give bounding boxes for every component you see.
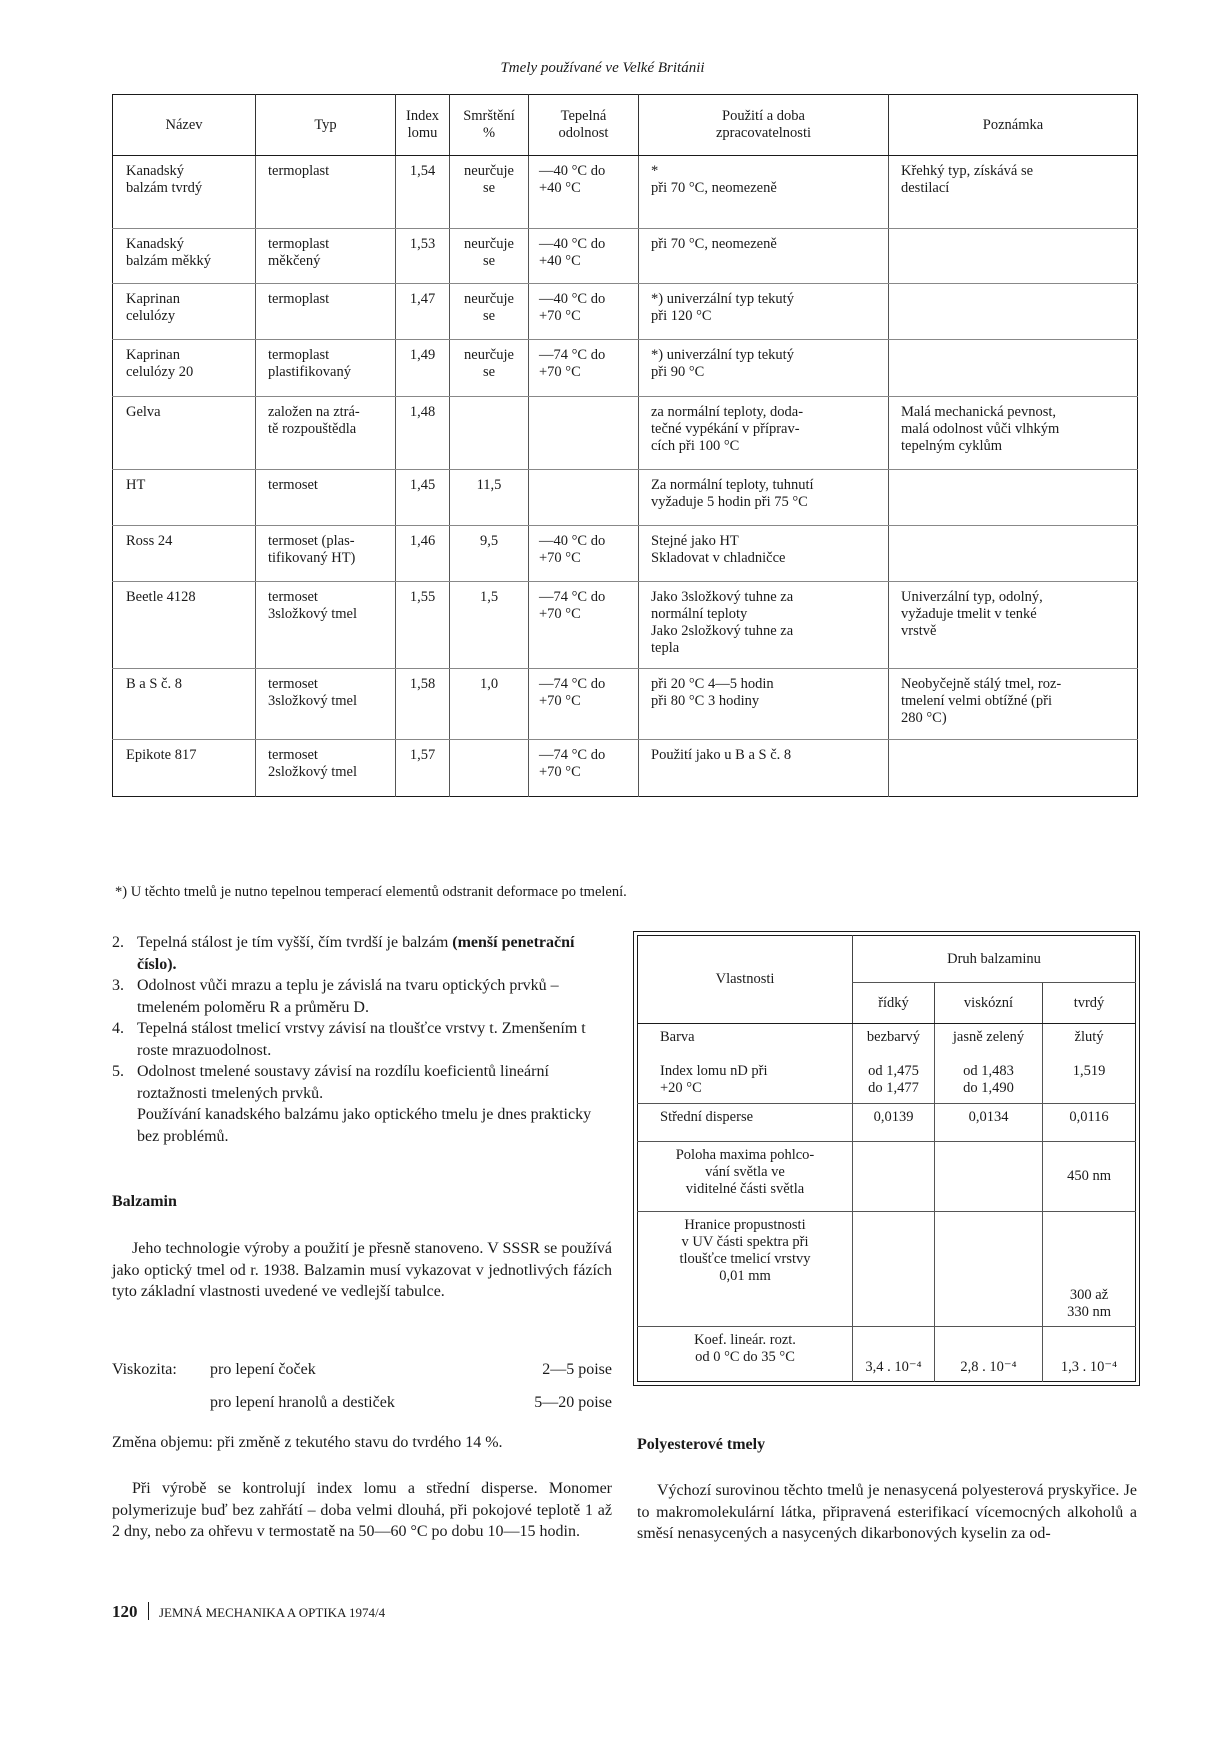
column-header: Tepelná odolnost [529, 95, 639, 156]
column-header: Název [113, 95, 256, 156]
balzamin-heading: Balzamin [112, 1193, 177, 1210]
table-cell: 1,0 [450, 669, 529, 740]
table-cell: Za normální teploty, tuhnutí vyžaduje 5 hodin při 75 °C [639, 470, 889, 526]
table-cell: 1,47 [396, 284, 450, 340]
table-cell: 3,4 . 10⁻⁴ [853, 1327, 935, 1382]
table-cell: 1,58 [396, 669, 450, 740]
header-type: viskózní [935, 983, 1043, 1024]
table-cell: Jako 3složkový tuhne za normální teploty Jako 2složkový tuhne za tepla [639, 582, 889, 669]
table-cell: žlutý 1,519 [1043, 1024, 1136, 1104]
table-cell: Kanadský balzám tvrdý [113, 156, 256, 229]
table-cell: 300 až 330 nm [1043, 1212, 1136, 1327]
table-cell [889, 340, 1138, 397]
table-cell: termoplast měkčený [256, 229, 396, 284]
table-row [638, 1327, 1136, 1382]
column-header: Použití a doba zpracovatelnosti [639, 95, 889, 156]
table-row [113, 156, 1138, 229]
table-cell: Kaprinan celulózy 20 [113, 340, 256, 397]
table-cell: termoplast [256, 156, 396, 229]
running-title: Tmely používané ve Velké Británii [500, 60, 705, 76]
closing-paragraph: Používání kanadského balzámu jako optického tmelu je dnes prakticky bez problémů. [137, 1106, 592, 1145]
table-cell: neurčuje se [450, 156, 529, 229]
table-row [638, 1024, 1136, 1104]
column-header: Typ [256, 95, 396, 156]
table-cell: * při 70 °C, neomezeně [639, 156, 889, 229]
table-cell: 11,5 [450, 470, 529, 526]
table-cell: bezbarvý od 1,475 do 1,477 [853, 1024, 935, 1104]
journal-name: JEMNÁ MECHANIKA A OPTIKA 1974/4 [159, 1605, 386, 1620]
table-cell: Barva Index lomu nD při +20 °C [660, 1029, 768, 1096]
table-cell: Gelva [113, 397, 256, 470]
viscosity-row: Viskozita: pro lepení čoček 2—5 poise [112, 1359, 612, 1392]
table-cell: Koef. lineár. rozt. od 0 °C do 35 °C [638, 1327, 853, 1382]
table-cell: 0,0134 [935, 1104, 1043, 1142]
table-cell: Univerzální typ, odolný, vyžaduje tmelit v tenké vrstvě [889, 582, 1138, 669]
table-cell: jasně zelený od 1,483 do 1,490 [935, 1024, 1043, 1104]
header-properties: Vlastnosti [638, 936, 853, 1024]
header-balzamin-type: Druh balzaminu [853, 936, 1136, 983]
table-row [113, 669, 1138, 740]
balzamin-intro: Jeho technologie výroby a použití je přesně stanoveno. V SSSR se používá jako optický tmel od r. 1938. Balzamin musí vykazovat v jednotlivých fázích tyto základní vlastnosti uvedené ve vedlejší tabulce. [112, 1240, 612, 1300]
table-cell: termoset [256, 470, 396, 526]
table-row [638, 1142, 1136, 1212]
table-cell: Kanadský balzám měkký [113, 229, 256, 284]
sealants-table-header [113, 95, 1138, 156]
table-row [638, 1212, 1136, 1327]
table-cell [450, 397, 529, 470]
table-row [113, 740, 1138, 797]
table-cell: —74 °C do +70 °C [529, 740, 639, 797]
table-cell: Ross 24 [113, 526, 256, 582]
table-cell: *) univerzální typ tekutý při 90 °C [639, 340, 889, 397]
list-item: 3. Odolnost vůči mrazu a teplu je závislá na tvaru optických prvků – tmeleném poloměru R a průměru D. [112, 977, 559, 1016]
table-cell: termoplast plastifikovaný [256, 340, 396, 397]
viscosity-block [112, 1359, 612, 1425]
table-row [113, 582, 1138, 669]
sealants-table [112, 94, 1138, 797]
table-cell: Kaprinan celulózy [113, 284, 256, 340]
page-number: 120 [112, 1602, 138, 1621]
table-cell: —40 °C do +70 °C [529, 526, 639, 582]
table-cell [889, 284, 1138, 340]
table-cell: za normální teploty, doda- tečné vypékání v příprav- cích při 100 °C [639, 397, 889, 470]
list-item: 2. Tepelná stálost je tím vyšší, čím tvrdší je balzám (menší penetrační číslo). [112, 934, 575, 973]
table-cell [889, 229, 1138, 284]
table-row [113, 284, 1138, 340]
table-row [113, 397, 1138, 470]
numbered-list [112, 932, 612, 1147]
production-paragraph: Při výrobě se kontrolují index lomu a střední disperse. Monomer polymerizuje buď bez zahřátí – doba velmi dlouhá, při pokojové teplotě 1 až 2 dny, nebo za ohřevu v termostatě na 50—60 °C po dobu 10—15 hodin. [112, 1480, 612, 1540]
volume-change-paragraph: Změna objemu: při změně z tekutého stavu do tvrdého 14 %. [112, 1434, 503, 1451]
table-cell: termoplast [256, 284, 396, 340]
table-cell: —40 °C do +70 °C [529, 284, 639, 340]
table-cell: Použití jako u B a S č. 8 [639, 740, 889, 797]
table-cell: 1,46 [396, 526, 450, 582]
polyester-paragraph: Výchozí surovinou těchto tmelů je nenasycená polyesterová pryskyřice. Je to makromolekulární látka, připravená esterifikací vícemocných alkoholů a směsí nenasycených a nasycených dikarbonových kyselin za od- [637, 1482, 1137, 1542]
table-cell: 1,3 . 10⁻⁴ [1043, 1327, 1136, 1382]
table-cell: neurčuje se [450, 284, 529, 340]
table-cell: 9,5 [450, 526, 529, 582]
table-footnote: *) U těchto tmelů je nutno tepelnou temperací elementů odstranit deformace po tmelení. [115, 884, 627, 900]
table-cell: založen na ztrá- tě rozpouštědla [256, 397, 396, 470]
table-cell [889, 526, 1138, 582]
table-cell: Neobyčejně stálý tmel, roz- tmelení velmi obtížné (při 280 °C) [889, 669, 1138, 740]
table-cell: 1,48 [396, 397, 450, 470]
table-cell: termoset 2složkový tmel [256, 740, 396, 797]
table-cell [889, 470, 1138, 526]
table-cell: Hranice propustnosti v UV části spektra při tloušťce tmelicí vrstvy 0,01 mm [638, 1212, 853, 1327]
table-cell: Stejné jako HT Skladovat v chladničce [639, 526, 889, 582]
table-cell: termoset 3složkový tmel [256, 669, 396, 740]
table-cell: 1,55 [396, 582, 450, 669]
table-cell: —40 °C do +40 °C [529, 156, 639, 229]
table-cell: neurčuje se [450, 229, 529, 284]
table-cell [529, 470, 639, 526]
side-table-header-row [638, 936, 1136, 983]
table-cell: 0,0116 [1043, 1104, 1136, 1142]
table-cell: Malá mechanická pevnost, malá odolnost vůči vlhkým tepelným cyklům [889, 397, 1138, 470]
table-row [638, 1104, 1136, 1142]
table-cell [853, 1142, 935, 1212]
table-cell: Poloha maxima pohlco- vání světla ve viditelné části světla [638, 1142, 853, 1212]
table-row [113, 470, 1138, 526]
table-cell: 2,8 . 10⁻⁴ [935, 1327, 1043, 1382]
table-cell [529, 397, 639, 470]
table-cell: —40 °C do +40 °C [529, 229, 639, 284]
table-row [113, 340, 1138, 397]
table-cell: při 70 °C, neomezeně [639, 229, 889, 284]
list-item: 4. Tepelná stálost tmelicí vrstvy závisí na tloušťce vrstvy t. Zmenšením t roste mrazuodolnost. [112, 1020, 586, 1059]
column-header: Index lomu [396, 95, 450, 156]
table-cell: Křehký typ, získává se destilací [889, 156, 1138, 229]
table-row [113, 229, 1138, 284]
table-cell [450, 740, 529, 797]
table-cell: Beetle 4128 [113, 582, 256, 669]
table-cell [889, 740, 1138, 797]
table-cell: Střední disperse [638, 1104, 853, 1142]
table-cell: 0,0139 [853, 1104, 935, 1142]
table-cell: neurčuje se [450, 340, 529, 397]
table-cell: —74 °C do +70 °C [529, 340, 639, 397]
balzamin-properties-table [637, 935, 1136, 1382]
table-cell: 1,53 [396, 229, 450, 284]
table-cell: HT [113, 470, 256, 526]
header-type: tvrdý [1043, 983, 1136, 1024]
table-cell: 1,45 [396, 470, 450, 526]
polyester-heading: Polyesterové tmely [637, 1436, 766, 1453]
column-header: Poznámka [889, 95, 1138, 156]
table-cell: 1,54 [396, 156, 450, 229]
table-cell: —74 °C do +70 °C [529, 582, 639, 669]
table-cell: 450 nm [1043, 1142, 1136, 1212]
table-cell [935, 1142, 1043, 1212]
page-footer [112, 1602, 385, 1622]
table-cell [935, 1212, 1043, 1327]
table-row [113, 526, 1138, 582]
column-header: Smrštění % [450, 95, 529, 156]
table-cell: při 20 °C 4—5 hodin při 80 °C 3 hodiny [639, 669, 889, 740]
header-type: řídký [853, 983, 935, 1024]
table-cell: *) univerzální typ tekutý při 120 °C [639, 284, 889, 340]
list-item: 5. Odolnost tmelené soustavy závisí na rozdílu koeficientů lineární roztažnosti tmelených prvků. [112, 1063, 549, 1102]
table-cell: B a S č. 8 [113, 669, 256, 740]
footer-divider [148, 1602, 149, 1620]
table-cell: Epikote 817 [126, 747, 197, 763]
table-cell: termoset 3složkový tmel [256, 582, 396, 669]
table-cell [853, 1212, 935, 1327]
viscosity-row: pro lepení hranolů a destiček 5—20 poise [210, 1394, 612, 1411]
table-cell: 1,49 [396, 340, 450, 397]
table-cell: —74 °C do +70 °C [529, 669, 639, 740]
table-cell: 1,5 [450, 582, 529, 669]
viscosity-label: Viskozita: [112, 1361, 177, 1378]
table-cell: termoset (plas- tifikovaný HT) [256, 526, 396, 582]
table-cell: 1,57 [396, 740, 450, 797]
